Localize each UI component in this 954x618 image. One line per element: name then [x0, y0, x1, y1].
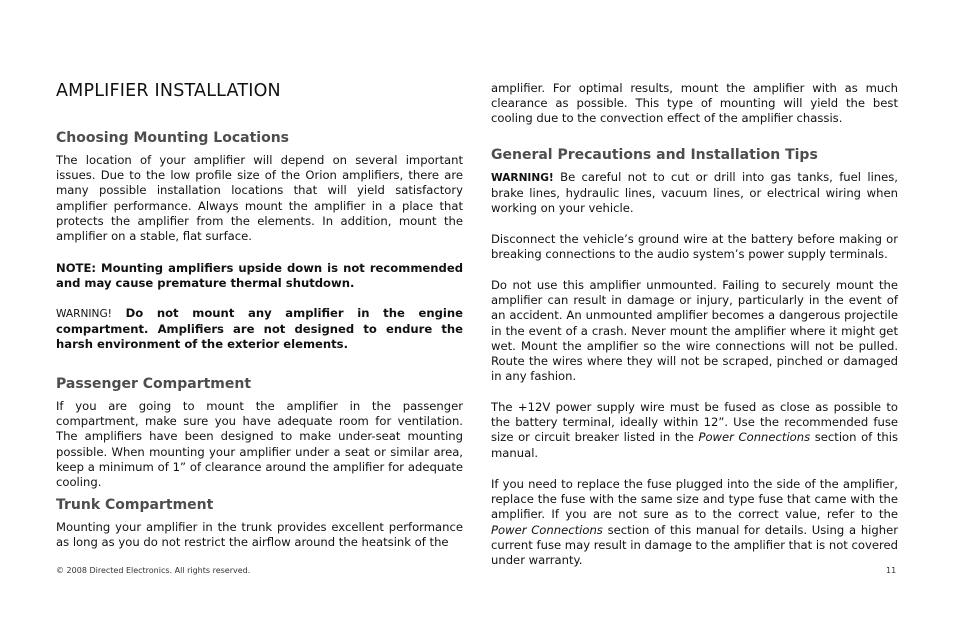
- note-upside-down: NOTE: Mounting amplifiers upside down is not recommended and may cause premature thermal shutdown.: [56, 261, 463, 291]
- footer-copyright: © 2008 Directed Electronics. All rights reserved.: [56, 566, 251, 575]
- page-number: 11: [886, 566, 897, 575]
- text-run: The +12V power supply wire must be fused as close as possible to the battery terminal, ideally within 12”. Use the recommended fuse size or circuit breaker listed in the: [491, 400, 898, 445]
- heading-passenger-compartment: Passenger Compartment: [56, 376, 252, 392]
- paragraph-unmounted-amplifier: Do not use this amplifier unmounted. Failing to securely mount the amplifier can result in damage or injury, particularly in the event of an accident. An unmounted amplifier becomes a dangerous projectile in the event of a crash. Never mount the amplifier where it might get wet. Mount the amplifier so the wire connections will not be pulled. Route the wires where they will not be scraped, pinched or damaged in any fashion.: [491, 278, 898, 384]
- warning-text: Do not mount any amplifier in the engine compartment. Amplifiers are not designed to endure the harsh environment of the exterior elements.: [56, 306, 463, 352]
- heading-trunk-compartment: Trunk Compartment: [56, 497, 214, 513]
- paragraph-ground-wire: Disconnect the vehicle’s ground wire at the battery before making or breaking connections to the audio system’s power supply terminals.: [491, 232, 898, 262]
- text-run: If you need to replace the fuse plugged into the side of the amplifier, replace the fuse with the same size and type fuse that came with the amplifier. If you are not sure as to the correct value, refer to the: [491, 477, 898, 522]
- warning-text: Be careful not to cut or drill into gas tanks, fuel lines, brake lines, hydraulic lines, vacuum lines, or electrical wiring when working on your vehicle.: [491, 170, 898, 216]
- paragraph-trunk-continued: amplifier. For optimal results, mount the amplifier with as much clearance as possible. This type of mounting will yield the best cooling due to the convection effect of the amplifier chassis.: [491, 81, 898, 126]
- paragraph-passenger-compartment: If you are going to mount the amplifier in the passenger compartment, make sure you have adequate room for ventilation. The amplifiers have been designed to make under-seat mounting possible. When mounting your amplifier under a seat or similar area, keep a minimum of 1” of clearance around the amplifier for adequate cooling.: [56, 399, 463, 490]
- paragraph-trunk-compartment: Mounting your amplifier in the trunk provides excellent performance as long as you do not restrict the airflow around the heatsink of the: [56, 520, 463, 550]
- warning-label: WARNING!: [56, 308, 112, 320]
- paragraph-mounting-locations: The location of your amplifier will depend on several important issues. Due to the low profile size of the Orion amplifiers, there are many possible installation locations that will yield satisfactory amplifier performance. Always mount the amplifier in a place that protects the amplifier from the elements. In addition, mount the amplifier on a stable, flat surface.: [56, 153, 463, 244]
- paragraph-replace-fuse: [491, 477, 898, 568]
- heading-choosing-mounting-locations: Choosing Mounting Locations: [56, 130, 290, 146]
- reference-power-connections: Power Connections: [491, 522, 603, 537]
- reference-power-connections: Power Connections: [698, 430, 811, 445]
- warning-label: WARNING!: [491, 172, 554, 184]
- text-run: section of this manual.: [491, 430, 898, 460]
- warning-drilling: [491, 170, 898, 217]
- heading-general-precautions: General Precautions and Installation Tips: [491, 147, 818, 163]
- paragraph-power-fuse: [491, 400, 898, 461]
- text-run: section of this manual for details. Using a higher current fuse may result in damage to the amplifier that is not covered under warranty.: [491, 522, 898, 568]
- page-title: AMPLIFIER INSTALLATION: [56, 81, 281, 101]
- warning-engine-compartment: [56, 306, 463, 353]
